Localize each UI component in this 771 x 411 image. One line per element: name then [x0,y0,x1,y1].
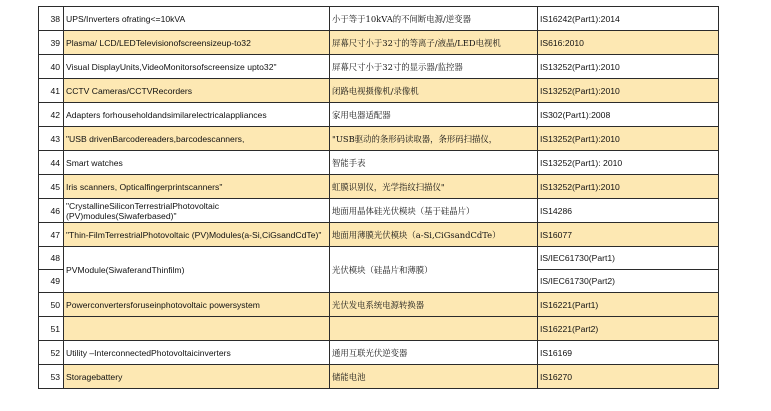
row-number: 40 [39,55,64,79]
table-row [39,199,719,223]
product-name [64,317,330,341]
product-name: Powerconvertersforuseinphotovoltaic powersystem [64,293,330,317]
product-chinese-name: 通用互联光伏逆变器 [330,341,538,365]
product-chinese-name: 虹膜识别仪，光学指纹扫描仪" [330,175,538,199]
product-name: Iris scanners, Opticalfingerprintscanners" [64,175,330,199]
product-name: Storagebattery [64,365,330,389]
product-chinese-name: "USB驱动的条形码读取器，条形码扫描仪， [330,127,538,151]
product-name: Visual DisplayUnits,VideoMonitorsofscreensize upto32" [64,55,330,79]
row-number: 41 [39,79,64,103]
table-row [39,365,719,389]
product-chinese-name: 地面用薄膜光伏模块（a-Si,CiGsandCdTe） [330,223,538,247]
product-name: Smart watches [64,151,330,175]
table-row [39,7,719,31]
product-name: "CrystallineSiliconTerrestrialPhotovoltaic (PV)modules(Siwaferbased)" [64,199,330,223]
product-name: Adapters forhouseholdandsimilarelectricalappliances [64,103,330,127]
product-chinese-name: 闭路电视摄像机/录像机 [330,79,538,103]
row-number: 47 [39,223,64,247]
table-row [39,341,719,365]
standards-table [38,6,719,389]
row-number: 43 [39,127,64,151]
row-number: 53 [39,365,64,389]
standard-code: IS/IEC61730(Part1) [538,247,719,270]
product-name: Utility –InterconnectedPhotovoltaicinverters [64,341,330,365]
product-chinese-name: 地面用晶体硅光伏模块（基于硅晶片） [330,199,538,223]
row-number: 45 [39,175,64,199]
product-chinese-name: 光伏模块（硅晶片和薄膜） [330,247,538,293]
table-row [39,31,719,55]
product-chinese-name: 储能电池 [330,365,538,389]
table-row [39,247,719,270]
table-row [39,55,719,79]
product-chinese-name: 小于等于10kVA的不间断电源/逆变器 [330,7,538,31]
row-number: 39 [39,31,64,55]
product-name: CCTV Cameras/CCTVRecorders [64,79,330,103]
table-row [39,151,719,175]
standard-code: IS16242(Part1):2014 [538,7,719,31]
product-name: "USB drivenBarcodereaders,barcodescanners, [64,127,330,151]
row-number: 50 [39,293,64,317]
standard-code: IS616:2010 [538,31,719,55]
row-number: 42 [39,103,64,127]
row-number: 46 [39,199,64,223]
table-row [39,175,719,199]
product-name: PVModule(SiwaferandThinfilm) [64,247,330,293]
row-number: 49 [39,270,64,293]
standard-code: IS/IEC61730(Part2) [538,270,719,293]
standards-table-body [39,7,719,389]
row-number: 48 [39,247,64,270]
product-name: "Thin-FilmTerrestrialPhotovoltaic (PV)Modules(a-Si,CiGsandCdTe)" [64,223,330,247]
standard-code: IS16221(Part2) [538,317,719,341]
standard-code: IS302(Part1):2008 [538,103,719,127]
standard-code: IS14286 [538,199,719,223]
product-chinese-name: 智能手表 [330,151,538,175]
standard-code: IS16169 [538,341,719,365]
standard-code: IS16077 [538,223,719,247]
row-number: 44 [39,151,64,175]
product-chinese-name: 光伏发电系统电源转换器 [330,293,538,317]
standard-code: IS16270 [538,365,719,389]
product-chinese-name [330,317,538,341]
standard-code: IS13252(Part1):2010 [538,79,719,103]
product-chinese-name: 屏幕尺寸小于32寸的等离子/液晶/LED电视机 [330,31,538,55]
table-row [39,79,719,103]
table-row [39,103,719,127]
standard-code: IS13252(Part1): 2010 [538,151,719,175]
table-row [39,223,719,247]
product-name: Plasma/ LCD/LEDTelevisionofscreensizeup-to32 [64,31,330,55]
standard-code: IS13252(Part1):2010 [538,175,719,199]
standard-code: IS13252(Part1):2010 [538,55,719,79]
product-name: UPS/Inverters ofrating<=10kVA [64,7,330,31]
table-row [39,317,719,341]
product-chinese-name: 家用电器适配器 [330,103,538,127]
row-number: 51 [39,317,64,341]
product-chinese-name: 屏幕尺寸小于32寸的显示器/监控器 [330,55,538,79]
standard-code: IS16221(Part1) [538,293,719,317]
row-number: 38 [39,7,64,31]
standard-code: IS13252(Part1):2010 [538,127,719,151]
table-row [39,127,719,151]
row-number: 52 [39,341,64,365]
table-row [39,293,719,317]
